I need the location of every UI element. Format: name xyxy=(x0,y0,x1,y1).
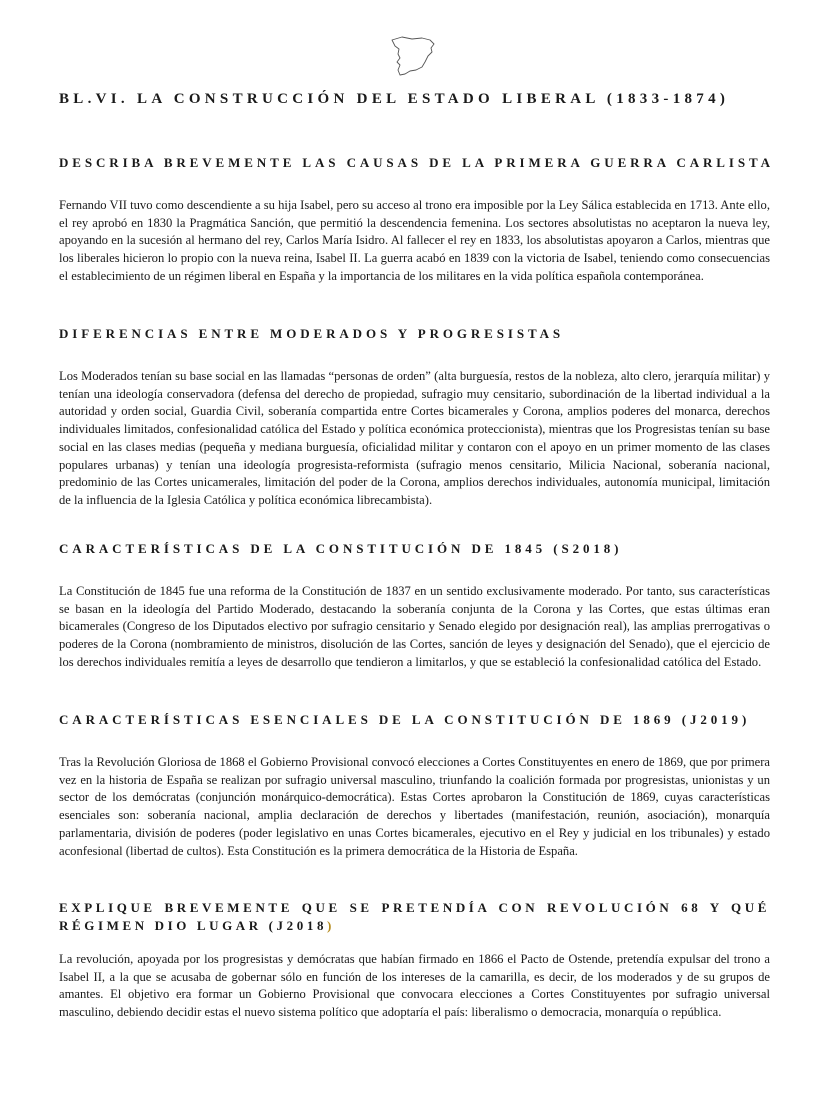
section-heading: CARACTERÍSTICAS ESENCIALES DE LA CONSTITUCIÓN DE 1869 (J2019) xyxy=(59,712,751,727)
section-body: Fernando VII tuvo como descendiente a su hija Isabel, pero su acceso al trono era imposible por la Ley Sálica establecida en 1713. Ante ello, el rey aprobó en 1830 la Pragmática Sanción, que permitió la descendencia femenina. Los sectores absolutistas no aceptaron la nueva ley, apoyando en la sucesión al hermano del rey, Carlos María Isidro. Al fallecer el rey en 1833, los absolutistas apoyaron a Carlos, mientras que los liberales hicieron lo propio con la nueva reina, Isabel II. La guerra acabó en 1839 con la victoria de Isabel, teniendo como consecuencias el establecimiento de un régimen liberal en España y la importancia de los militares en la vida política española contemporánea. xyxy=(59,198,770,283)
section-heading-close: ) xyxy=(327,918,335,933)
section-body: La revolución, apoyada por los progresistas y demócratas que habían firmado en 1866 el Pacto de Ostende, pretendía expulsar del trono a Isabel II, a la que se acusaba de gobernar sólo en función de los intereses de la camarilla, es decir, de los moderados y de su grupos de amantes. El objetivo era formar un Gobierno Provisional que convocara elecciones a Cortes Constituyentes por sufragio universal masculino, debiendo decidir estas el nuevo sistema político que adoptaría el país: liberalismo o democracia, monarquía o república. xyxy=(59,952,770,1020)
section-constitution-1869 xyxy=(59,711,770,860)
section-revolution-68 xyxy=(59,899,770,1022)
section-heading-text: EXPLIQUE BREVEMENTE QUE SE PRETENDÍA CON REVOLUCIÓN 68 Y QUÉ RÉGIMEN DIO LUGAR (J2018 xyxy=(59,900,770,933)
section-body: Los Moderados tenían su base social en las llamadas “personas de orden” (alta burguesía, restos de la nobleza, alto clero, jerarquía militar) y tenían una ideología conservadora (defensa del derecho de propiedad, sufragio muy censitario, subordinación de la libertad individual a la autoridad y orden social, Guardia Civil, soberanía compartida entre Cortes bicamerales y Corona, amplios poderes del monarca, derechos individuales limitados, confesionalidad católica del Estado y política económica proteccionista), mientras que los Progresistas tenían su base social en las clases medias (pequeña y mediana burguesía, oficialidad militar y contaron con el apoyo en un primer momento de las clases populares urbanas) y tenían una ideología progresista-reformista (sufragio menos censitario, Milicia Nacional, soberanía nacional, predominio de las Cortes unicamerales, limitación del poder de la Corona, amplios derechos individuales, autonomía municipal, limitación de la influencia de la Iglesia Católica y política económica librecambista). xyxy=(59,369,770,507)
section-heading: CARACTERÍSTICAS DE LA CONSTITUCIÓN DE 1845 (S2018) xyxy=(59,541,623,556)
section-heading: DIFERENCIAS ENTRE MODERADOS Y PROGRESISTAS xyxy=(59,326,564,341)
section-causes-carlist-war xyxy=(59,154,774,286)
section-body: Tras la Revolución Gloriosa de 1868 el Gobierno Provisional convocó elecciones a Cortes Constituyentes en enero de 1869, que por primera vez en la historia de España se realizan por sufragio universal masculino, triunfando la coalición formada por progresistas, unionistas y un sector de los demócratas (conjunción monárquico-democrática). Estas Cortes aprobaron la Constitución de 1869, cuyas características esenciales son: soberanía nacional, amplia declaración de derechos y libertades (manifestación, reunión, asociación), monarquía parlamentaria, división de poderes (poder legislativo en unas Cortes bicamerales, ejecutivo en el Rey y judicial en los tribunales) y estado aconfesional (libertad de cultos). Esta Constitución es la primera democrática de la Historia de España. xyxy=(59,755,770,858)
section-heading: DESCRIBA BREVEMENTE LAS CAUSAS DE LA PRIMERA GUERRA CARLISTA xyxy=(59,155,774,170)
section-body: La Constitución de 1845 fue una reforma de la Constitución de 1837 en un sentido exclusivamente moderado. Por tanto, sus características se basan en la ideología del Partido Moderado, destacando la soberanía conjunta de la Corona y las Cortes, que estas últimas eran bicamerales (Congreso de los Diputados electivo por sufragio censitario y Senado elegido por designación real), las amplias prerrogativas o poderes de la Corona (nombramiento de ministros, disolución de las Cortes, sanción de leyes y designación del Senado), que el ejercicio de los derechos individuales remitía a leyes de desarrollo que tendieron a limitarlos, y que se estableció la confesionalidad católica del Estado. xyxy=(59,584,770,669)
spain-map-icon xyxy=(388,34,440,78)
section-moderados-progresistas xyxy=(59,325,770,510)
page-title: BL.VI. LA CONSTRUCCIÓN DEL ESTADO LIBERAL (1833-1874) xyxy=(59,91,730,107)
section-heading xyxy=(59,899,770,935)
section-constitution-1845 xyxy=(59,540,770,672)
